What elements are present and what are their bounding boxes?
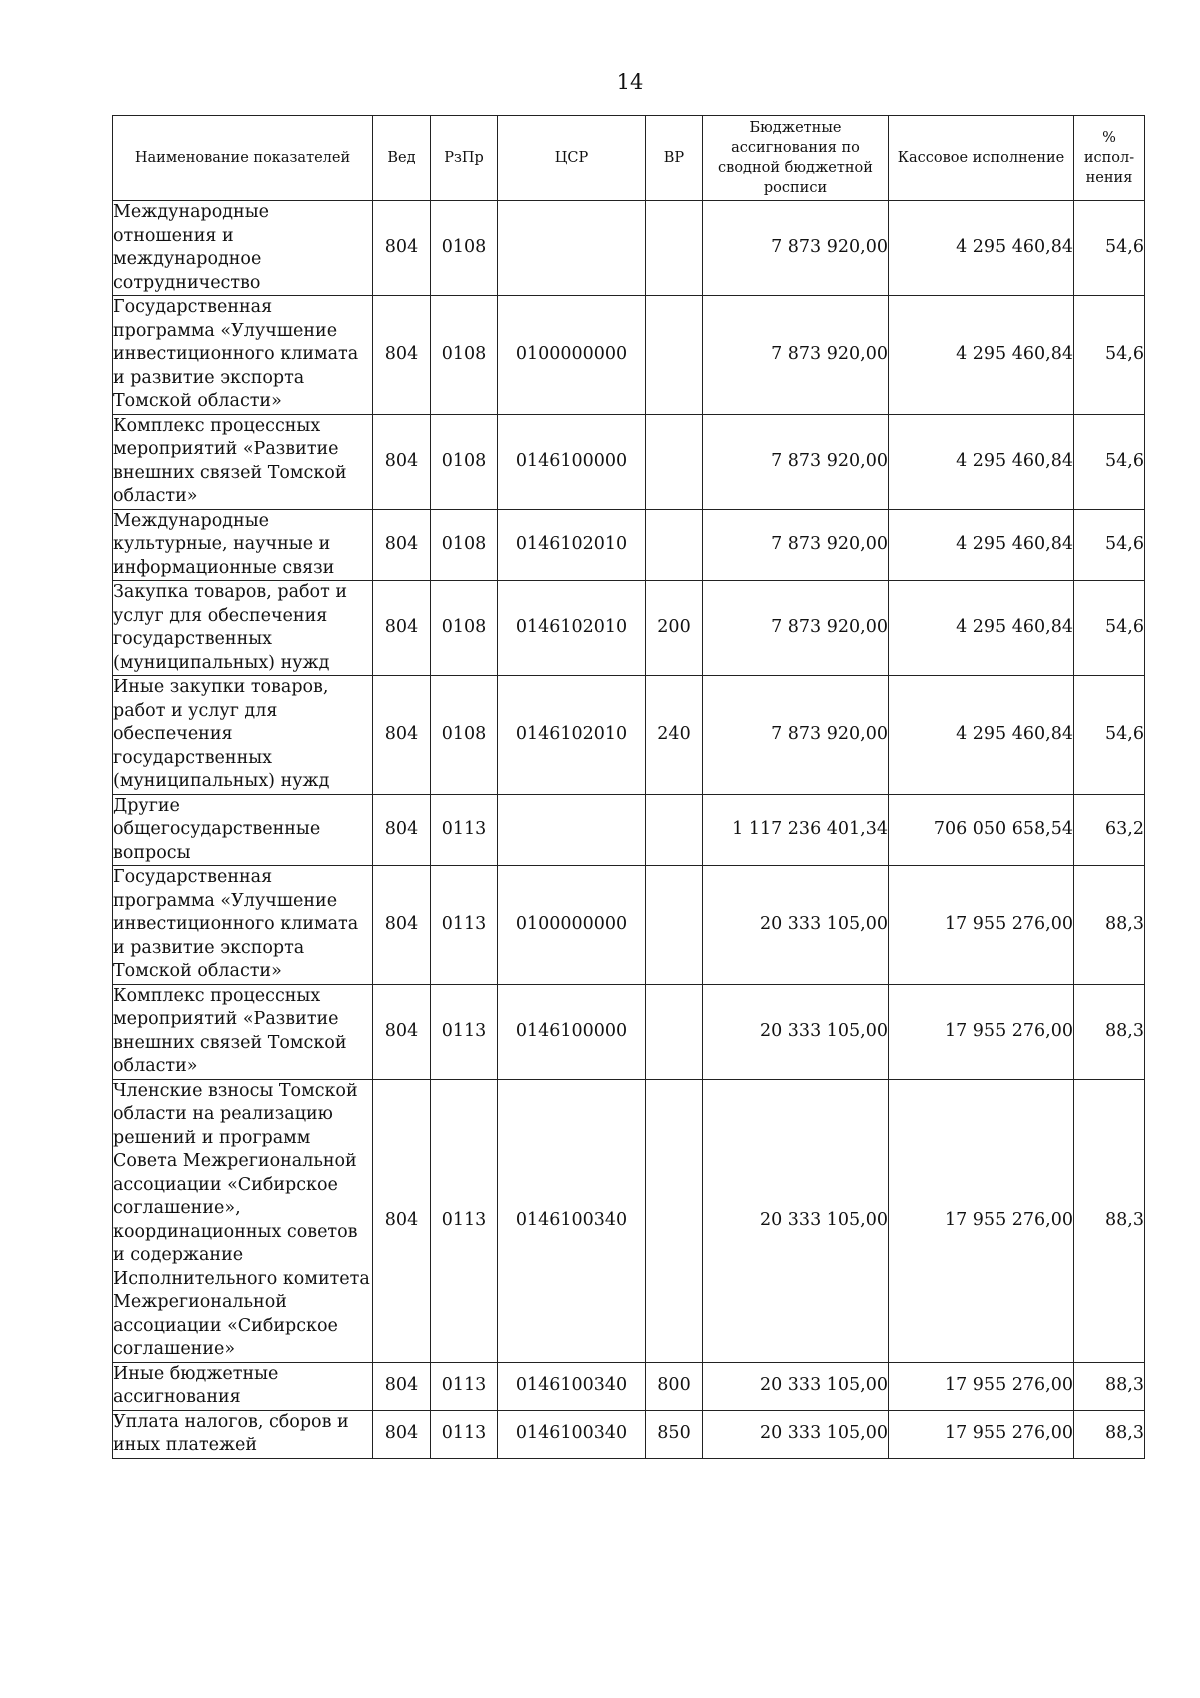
header-rzpr: РзПр: [431, 116, 498, 201]
row-csr: 0146100340: [498, 1079, 646, 1362]
row-csr: [498, 794, 646, 866]
row-name: Уплата налогов, сборов и иных платежей: [113, 1410, 373, 1458]
table-row: [113, 581, 1145, 676]
row-ved: 804: [373, 201, 431, 296]
row-pct: 88,3: [1074, 984, 1145, 1079]
row-ved: 804: [373, 1079, 431, 1362]
row-cash: 706 050 658,54: [889, 794, 1074, 866]
row-ved: 804: [373, 794, 431, 866]
row-name: Международные отношения и международное сотрудничество: [113, 201, 373, 296]
row-pct: 88,3: [1074, 1079, 1145, 1362]
row-assigned: 1 117 236 401,34: [703, 794, 889, 866]
row-cash: 17 955 276,00: [889, 1079, 1074, 1362]
table-row: [113, 676, 1145, 795]
row-name: Государственная программа «Улучшение инвестиционного климата и развитие экспорта Томской области»: [113, 296, 373, 415]
header-ved: Вед: [373, 116, 431, 201]
header-csr: ЦСР: [498, 116, 646, 201]
row-name: Международные культурные, научные и информационные связи: [113, 509, 373, 581]
header-name: Наименование показателей: [113, 116, 373, 201]
table-row: [113, 1410, 1145, 1458]
row-cash: 4 295 460,84: [889, 201, 1074, 296]
row-rzpr: 0108: [431, 581, 498, 676]
row-ved: 804: [373, 509, 431, 581]
row-cash: 4 295 460,84: [889, 296, 1074, 415]
row-vr: [646, 984, 703, 1079]
row-name: Комплекс процессных мероприятий «Развитие внешних связей Томской области»: [113, 414, 373, 509]
row-ved: 804: [373, 1362, 431, 1410]
row-ved: 804: [373, 1410, 431, 1458]
header-row: [113, 116, 1145, 201]
row-pct: 54,6: [1074, 509, 1145, 581]
row-pct: 54,6: [1074, 676, 1145, 795]
row-vr: 850: [646, 1410, 703, 1458]
row-vr: [646, 509, 703, 581]
row-vr: [646, 794, 703, 866]
row-csr: 0100000000: [498, 866, 646, 985]
row-name: Другие общегосударственные вопросы: [113, 794, 373, 866]
row-pct: 63,2: [1074, 794, 1145, 866]
row-csr: 0146100340: [498, 1362, 646, 1410]
row-name: Комплекс процессных мероприятий «Развитие внешних связей Томской области»: [113, 984, 373, 1079]
row-rzpr: 0108: [431, 201, 498, 296]
row-pct: 54,6: [1074, 201, 1145, 296]
row-name: Закупка товаров, работ и услуг для обеспечения государственных (муниципальных) нужд: [113, 581, 373, 676]
row-rzpr: 0113: [431, 866, 498, 985]
row-cash: 17 955 276,00: [889, 1362, 1074, 1410]
row-vr: [646, 296, 703, 415]
row-csr: 0146100340: [498, 1410, 646, 1458]
row-rzpr: 0108: [431, 296, 498, 415]
row-pct: 88,3: [1074, 1410, 1145, 1458]
row-vr: 200: [646, 581, 703, 676]
row-csr: 0146102010: [498, 581, 646, 676]
row-rzpr: 0113: [431, 984, 498, 1079]
row-assigned: 20 333 105,00: [703, 866, 889, 985]
row-assigned: 7 873 920,00: [703, 509, 889, 581]
header-cash: Кассовое исполнение: [889, 116, 1074, 201]
row-assigned: 7 873 920,00: [703, 676, 889, 795]
header-assigned: Бюджетные ассигнования по сводной бюджетной росписи: [703, 116, 889, 201]
row-pct: 54,6: [1074, 414, 1145, 509]
row-assigned: 20 333 105,00: [703, 1410, 889, 1458]
row-assigned: 7 873 920,00: [703, 581, 889, 676]
row-ved: 804: [373, 984, 431, 1079]
row-ved: 804: [373, 414, 431, 509]
row-rzpr: 0113: [431, 1362, 498, 1410]
table-row: [113, 201, 1145, 296]
row-csr: 0146100000: [498, 984, 646, 1079]
table-row: [113, 984, 1145, 1079]
budget-execution-table: [112, 115, 1145, 1459]
row-ved: 804: [373, 581, 431, 676]
row-name: Государственная программа «Улучшение инвестиционного климата и развитие экспорта Томской области»: [113, 866, 373, 985]
table-row: [113, 1362, 1145, 1410]
row-rzpr: 0108: [431, 509, 498, 581]
row-pct: 88,3: [1074, 1362, 1145, 1410]
row-cash: 4 295 460,84: [889, 581, 1074, 676]
row-assigned: 7 873 920,00: [703, 296, 889, 415]
row-csr: [498, 201, 646, 296]
row-vr: [646, 414, 703, 509]
page-number: 14: [616, 70, 644, 94]
row-cash: 4 295 460,84: [889, 676, 1074, 795]
row-ved: 804: [373, 296, 431, 415]
header-pct: % испол-нения: [1074, 116, 1145, 201]
row-ved: 804: [373, 676, 431, 795]
row-cash: 4 295 460,84: [889, 509, 1074, 581]
row-vr: [646, 1079, 703, 1362]
row-pct: 54,6: [1074, 581, 1145, 676]
row-csr: 0146100000: [498, 414, 646, 509]
table-row: [113, 866, 1145, 985]
row-assigned: 20 333 105,00: [703, 984, 889, 1079]
table-row: [113, 1079, 1145, 1362]
row-assigned: 20 333 105,00: [703, 1362, 889, 1410]
row-vr: 800: [646, 1362, 703, 1410]
table-row: [113, 414, 1145, 509]
row-name: Членские взносы Томской области на реализацию решений и программ Совета Межрегиональной ассоциации «Сибирское соглашение», координационных советов и содержание Исполнительного комитета Межрегиональной ассоциации «Сибирское соглашение»: [113, 1079, 373, 1362]
row-csr: 0100000000: [498, 296, 646, 415]
table-row: [113, 296, 1145, 415]
row-name: Иные закупки товаров, работ и услуг для обеспечения государственных (муниципальных) нужд: [113, 676, 373, 795]
row-cash: 17 955 276,00: [889, 1410, 1074, 1458]
row-assigned: 7 873 920,00: [703, 414, 889, 509]
row-assigned: 20 333 105,00: [703, 1079, 889, 1362]
header-vr: ВР: [646, 116, 703, 201]
row-vr: 240: [646, 676, 703, 795]
row-rzpr: 0113: [431, 1079, 498, 1362]
row-pct: 88,3: [1074, 866, 1145, 985]
row-rzpr: 0108: [431, 676, 498, 795]
row-ved: 804: [373, 866, 431, 985]
row-cash: 17 955 276,00: [889, 866, 1074, 985]
table-row: [113, 509, 1145, 581]
row-csr: 0146102010: [498, 676, 646, 795]
row-cash: 17 955 276,00: [889, 984, 1074, 1079]
row-name: Иные бюджетные ассигнования: [113, 1362, 373, 1410]
row-vr: [646, 866, 703, 985]
row-vr: [646, 201, 703, 296]
row-rzpr: 0113: [431, 794, 498, 866]
table-row: [113, 794, 1145, 866]
row-rzpr: 0108: [431, 414, 498, 509]
row-assigned: 7 873 920,00: [703, 201, 889, 296]
row-rzpr: 0113: [431, 1410, 498, 1458]
row-cash: 4 295 460,84: [889, 414, 1074, 509]
row-csr: 0146102010: [498, 509, 646, 581]
row-pct: 54,6: [1074, 296, 1145, 415]
